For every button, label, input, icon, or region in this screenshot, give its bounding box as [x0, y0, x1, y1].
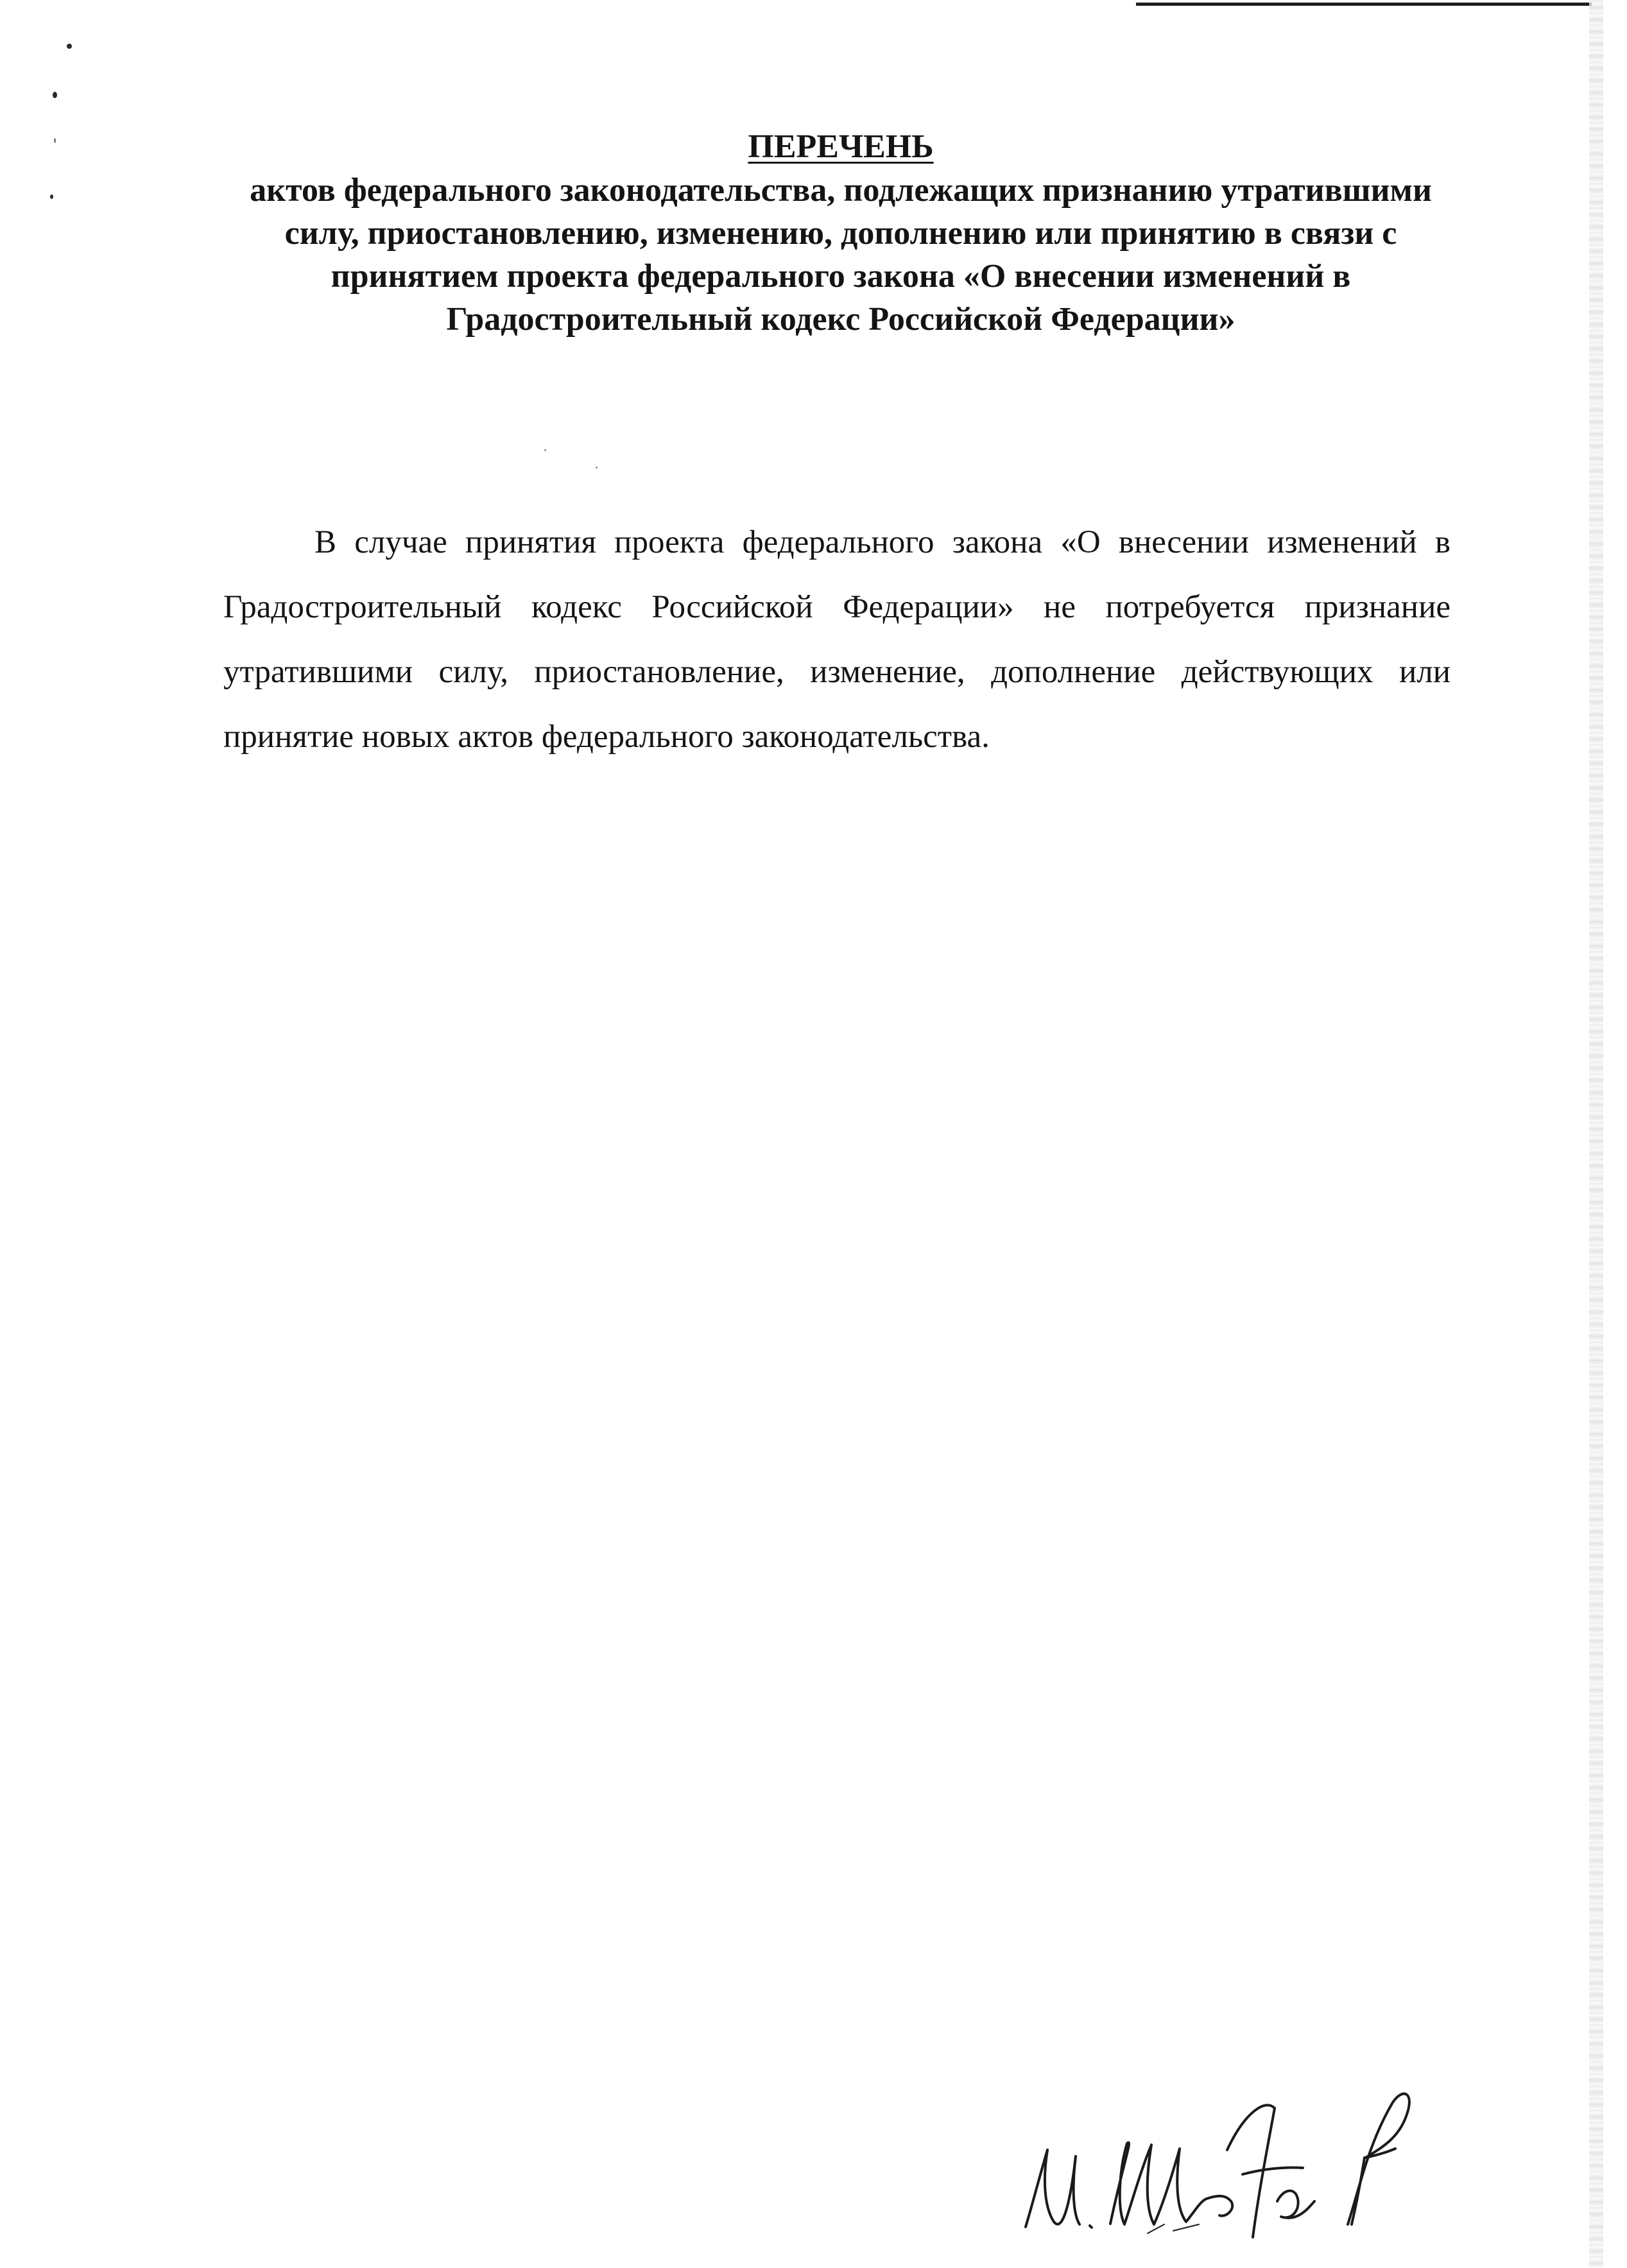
scan-speck	[53, 92, 57, 98]
scan-speck	[67, 44, 72, 49]
scan-speck	[50, 194, 53, 199]
document-header	[244, 125, 1438, 341]
handwritten-signature	[1014, 2073, 1425, 2240]
document-subtitle: актов федерального законодательства, подлежащих признанию утратившими силу, приостановлению, изменению, дополнению или принятию в связи с принятием проекта федерального закона «О внесении изменений в Градостроительный кодекс Российской Федерации»	[250, 172, 1432, 338]
scan-speck	[54, 138, 56, 143]
scan-speck	[596, 467, 598, 468]
scan-speck	[544, 449, 546, 451]
document-body-paragraph: В случае принятия проекта федерального закона «О внесении изменений в Градостроительный кодекс Российской Федерации» не потребуется признание утратившими силу, приостановление, изменение, дополнение действующих или принятие новых актов федерального законодательства.	[223, 524, 1451, 755]
scan-top-rule	[1136, 3, 1592, 6]
document-title: ПЕРЕЧЕНЬ	[748, 128, 934, 165]
scan-right-edge	[1589, 0, 1603, 2268]
